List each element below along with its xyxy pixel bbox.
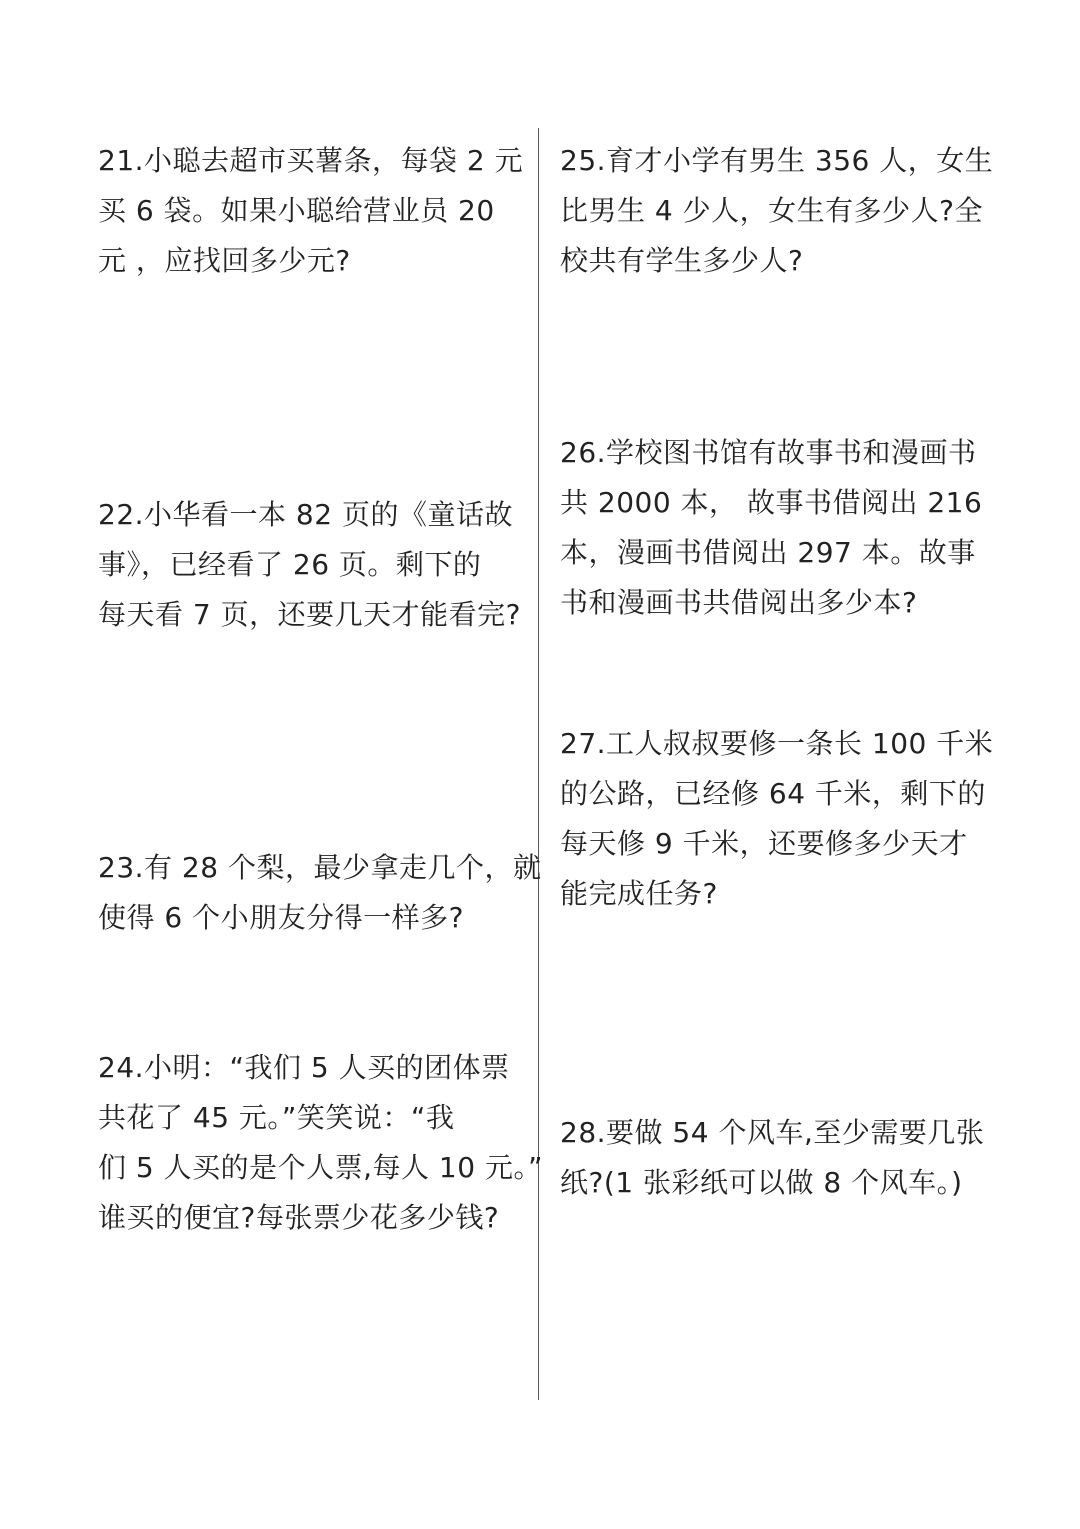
problem-line: 元 ，应找回多少元? — [98, 244, 351, 277]
problem-25 — [560, 136, 993, 286]
problem-22 — [98, 490, 521, 640]
problem-line: 使得 6 个小朋友分得一样多? — [98, 901, 464, 934]
problem-26 — [560, 428, 982, 628]
problem-line: 21.小聪去超市买薯条，每袋 2 元 — [98, 144, 524, 177]
problem-27 — [560, 719, 993, 919]
problem-line: 纸?(1 张彩纸可以做 8 个风车。) — [560, 1166, 963, 1199]
problem-line: 比男生 4 少人，女生有多少人?全 — [560, 194, 983, 227]
problem-line: 25.育才小学有男生 356 人，女生 — [560, 144, 994, 177]
problem-line: 书和漫画书共借阅出多少本? — [560, 586, 918, 619]
problem-line: 校共有学生多少人? — [560, 244, 804, 277]
problem-line: 共 2000 本， 故事书借阅出 216 — [560, 486, 983, 519]
problem-28 — [560, 1108, 984, 1208]
problem-line: 28.要做 54 个风车,至少需要几张 — [560, 1116, 985, 1149]
problem-line: 本，漫画书借阅出 297 本。故事 — [560, 536, 976, 569]
problem-line: 事》，已经看了 26 页。剩下的 — [98, 548, 482, 581]
problem-line: 23.有 28 个梨，最少拿走几个，就 — [98, 851, 542, 884]
problem-line: 每天修 9 千米，还要修多少天才 — [560, 827, 968, 860]
problem-24 — [98, 1043, 543, 1243]
problem-23 — [98, 843, 541, 943]
problem-line: 买 6 袋。如果小聪给营业员 20 — [98, 194, 495, 227]
problem-line: 们 5 人买的是个人票,每人 10 元。” — [98, 1151, 543, 1184]
problem-line: 的公路，已经修 64 千米，剩下的 — [560, 777, 986, 810]
problem-line: 22.小华看一本 82 页的《童话故 — [98, 498, 513, 531]
problem-line: 27.工人叔叔要修一条长 100 千米 — [560, 727, 994, 760]
problem-line: 26.学校图书馆有故事书和漫画书 — [560, 436, 977, 469]
problem-line: 每天看 7 页，还要几天才能看完? — [98, 598, 521, 631]
problem-line: 谁买的便宜?每张票少花多少钱? — [98, 1201, 500, 1234]
problem-21 — [98, 136, 523, 286]
problem-line: 能完成任务? — [560, 877, 718, 910]
problem-line: 24.小明：“我们 5 人买的团体票 — [98, 1051, 510, 1084]
problem-line: 共花了 45 元。”笑笑说：“我 — [98, 1101, 455, 1134]
